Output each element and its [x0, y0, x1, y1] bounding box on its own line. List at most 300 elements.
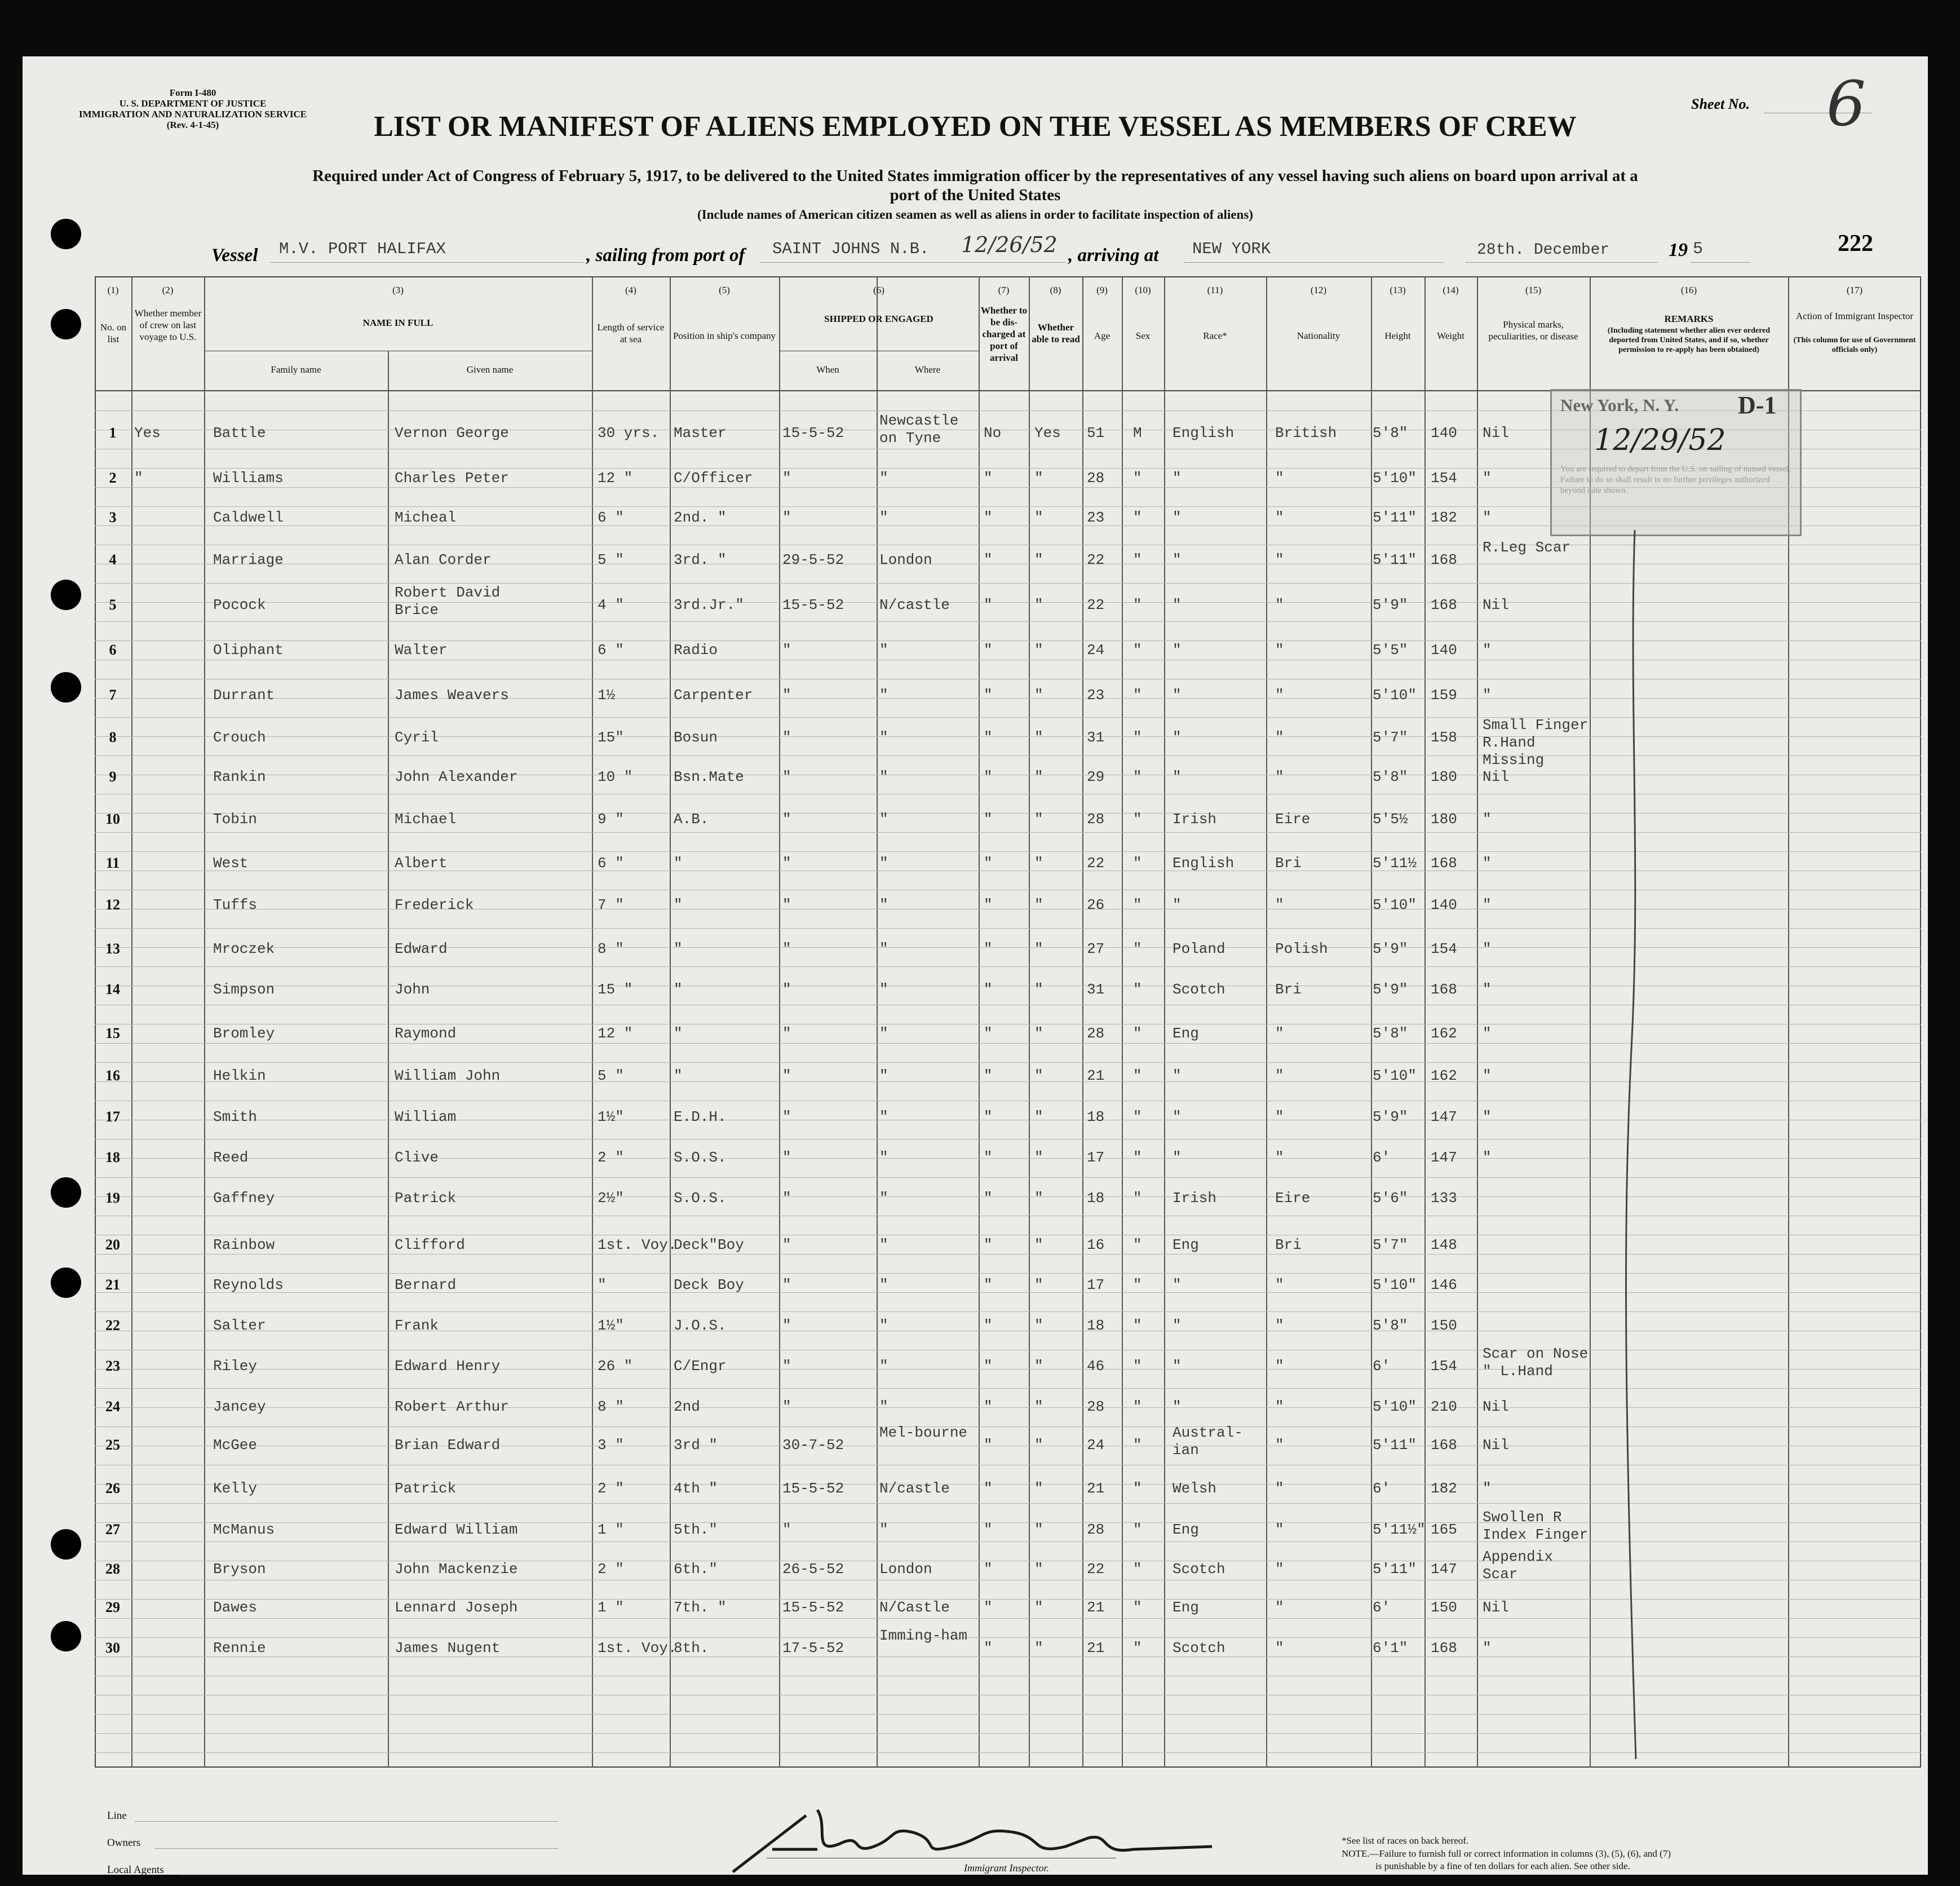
punch-hole [51, 1267, 81, 1298]
row-number: 28 [105, 1561, 120, 1577]
remarks-pen-line [1601, 530, 1669, 1759]
height-cell: 5'5" [1373, 642, 1408, 659]
shipped-when-cell: " [782, 981, 791, 998]
sex-cell: " [1133, 896, 1142, 913]
shipped-when-cell: 15-5-52 [782, 1599, 844, 1616]
nationality-cell: Bri [1275, 1236, 1302, 1253]
given-name-cell: John Mackenzie [395, 1561, 518, 1578]
position-cell: " [674, 1025, 683, 1042]
family-name-cell: Tuffs [213, 896, 258, 913]
weight-cell: 162 [1431, 1067, 1457, 1084]
row-number: 22 [105, 1317, 120, 1333]
stamp-date-handwritten: 12/29/52 [1594, 423, 1726, 457]
row-number: 1 [109, 425, 117, 441]
given-name-cell: Frank [395, 1317, 439, 1334]
nationality-cell: " [1275, 1067, 1284, 1084]
header-discharged: Whether to be dis-charged at port of arrival [980, 305, 1028, 363]
able-read-cell: " [1034, 597, 1043, 613]
able-read-cell: " [1034, 1561, 1043, 1578]
shipped-when-cell: " [782, 768, 791, 785]
weight-cell: 168 [1431, 855, 1457, 872]
position-cell: 5th." [674, 1521, 718, 1538]
physical-marks-cell: " [1483, 896, 1492, 913]
nationality-cell: " [1275, 509, 1284, 526]
service-cell: 2½" [598, 1190, 624, 1207]
shipped-when-cell: 29-5-52 [782, 551, 844, 568]
position-cell: S.O.S. [674, 1149, 727, 1166]
col-num: (16) [1680, 285, 1697, 295]
shipped-when-cell: " [782, 1190, 791, 1207]
col-rule [1082, 276, 1083, 1768]
arrival-underline [1184, 262, 1443, 263]
given-name-cell: John [395, 981, 430, 998]
race-cell: " [1173, 1149, 1182, 1166]
col-rule [1164, 276, 1165, 1768]
position-cell: " [674, 1067, 683, 1084]
position-cell: S.O.S. [674, 1190, 727, 1207]
height-cell: 5'10" [1373, 1277, 1417, 1293]
sex-cell: " [1133, 509, 1142, 526]
height-cell: 5'8" [1373, 1317, 1408, 1334]
physical-marks-cell: Nil [1483, 1437, 1509, 1454]
discharge-cell: " [984, 1640, 993, 1657]
col-num: (5) [719, 285, 730, 295]
age-cell: 46 [1087, 1358, 1105, 1375]
service-cell: 6 " [598, 509, 624, 526]
physical-marks-cell: Swollen R Index Finger [1483, 1509, 1589, 1543]
shipped-where-cell: " [879, 1149, 888, 1166]
col-rule [592, 276, 593, 1768]
weight-cell: 162 [1431, 1025, 1457, 1042]
age-cell: 51 [1087, 425, 1105, 441]
shipped-when-cell: " [782, 1317, 791, 1334]
weight-cell: 182 [1431, 509, 1457, 526]
form-number: Form I-480 [169, 87, 216, 98]
row-number: 17 [105, 1108, 120, 1125]
immigration-stamp [1550, 389, 1802, 536]
header-physical: Physical marks, peculiarities, or disease [1488, 319, 1578, 342]
row-number: 13 [105, 940, 120, 957]
family-name-cell: Riley [213, 1358, 258, 1375]
shipped-where-cell: " [879, 509, 888, 526]
race-cell: Poland [1173, 940, 1225, 957]
position-cell: 4th " [674, 1480, 718, 1497]
service-cell: 2 " [598, 1561, 624, 1578]
height-cell: 5'9" [1373, 1108, 1408, 1125]
shipped-where-cell: " [879, 687, 888, 704]
service-cell: 1½" [598, 1108, 624, 1125]
shipped-when-cell: " [782, 1067, 791, 1084]
shipped-where-cell: " [879, 1108, 888, 1125]
weight-cell: 154 [1431, 1358, 1457, 1375]
height-cell: 5'11½ [1373, 855, 1417, 872]
discharge-cell: No [984, 425, 1002, 441]
physical-marks-cell: Appendix Scar [1483, 1548, 1553, 1583]
able-read-cell: " [1034, 1190, 1043, 1207]
col-rule [1122, 276, 1123, 1768]
weight-cell: 180 [1431, 768, 1457, 785]
given-name-cell: Edward [395, 940, 448, 957]
nationality-cell: " [1275, 1437, 1284, 1454]
nationality-cell: " [1275, 1480, 1284, 1497]
shipped-where-cell: " [879, 1190, 888, 1207]
service-cell: 4 " [598, 597, 624, 613]
discharge-cell: " [984, 855, 993, 872]
physical-marks-cell: Scar on Nose " L.Hand [1483, 1345, 1589, 1380]
col-num: (9) [1096, 285, 1108, 295]
given-name-cell: Clive [395, 1149, 439, 1166]
able-read-cell: " [1034, 1277, 1043, 1293]
punch-hole [51, 309, 81, 339]
punch-hole [51, 219, 81, 249]
arrival-port: NEW YORK [1192, 240, 1271, 258]
race-cell: " [1173, 687, 1182, 704]
family-name-cell: Tobin [213, 811, 258, 828]
sex-cell: " [1133, 1108, 1142, 1125]
age-cell: 28 [1087, 1398, 1105, 1415]
row-number: 24 [105, 1398, 120, 1415]
discharge-cell: " [984, 1025, 993, 1042]
age-cell: 31 [1087, 729, 1105, 746]
sex-cell: " [1133, 687, 1142, 704]
race-note: *See list of races on back hereof. [1342, 1835, 1469, 1846]
race-cell: " [1173, 551, 1182, 568]
height-cell: 5'8" [1373, 768, 1408, 785]
service-cell: 2 " [598, 1149, 624, 1166]
physical-marks-cell: Nil [1483, 1599, 1509, 1616]
sex-cell: " [1133, 855, 1142, 872]
service-cell: 26 " [598, 1358, 633, 1375]
service-cell: 12 " [598, 470, 633, 487]
height-cell: 5'10" [1373, 470, 1417, 487]
manifest-title: LIST OR MANIFEST OF ALIENS EMPLOYED ON THE VESSEL AS MEMBERS OF CREW [374, 111, 1577, 143]
family-name-cell: Oliphant [213, 642, 284, 659]
row-number: 10 [105, 811, 120, 827]
col-num: (3) [392, 285, 404, 295]
shipped-when-cell: " [782, 1277, 791, 1293]
row-number: 27 [105, 1521, 120, 1538]
discharge-cell: " [984, 896, 993, 913]
weight-cell: 168 [1431, 981, 1457, 998]
age-cell: 23 [1087, 509, 1105, 526]
col-num: (13) [1390, 285, 1406, 295]
header-nationality: Nationality [1297, 330, 1340, 341]
family-name-cell: Crouch [213, 729, 266, 746]
height-cell: 6' [1373, 1358, 1391, 1375]
nationality-cell: Bri [1275, 855, 1302, 872]
shipped-where-cell: " [879, 768, 888, 785]
prev-voyage-cell: " [134, 470, 143, 487]
weight-cell: 133 [1431, 1190, 1457, 1207]
height-cell: 5'9" [1373, 981, 1408, 998]
shipped-when-cell: " [782, 729, 791, 746]
position-cell: Bosun [674, 729, 718, 746]
note-line-1: NOTE.—Failure to furnish full or correct information in columns (3), (5), (6), and (7) [1342, 1848, 1671, 1859]
discharge-cell: " [984, 1149, 993, 1166]
race-cell: " [1173, 597, 1182, 613]
shipped-when-cell: " [782, 1236, 791, 1253]
able-read-cell: " [1034, 1437, 1043, 1454]
given-name-cell: Clifford [395, 1236, 465, 1253]
physical-marks-cell: " [1483, 642, 1492, 659]
race-cell: " [1173, 1067, 1182, 1084]
subtitle-line-3: (Include names of American citizen seamen as well as aliens in order to facilitate inspection of aliens) [697, 207, 1253, 222]
physical-marks-cell: Nil [1483, 768, 1509, 785]
position-cell: 8th. [674, 1640, 709, 1657]
shipped-when-cell: " [782, 687, 791, 704]
col-rule [1266, 276, 1267, 1768]
physical-marks-cell: Nil [1483, 1398, 1509, 1415]
family-name-cell: Caldwell [213, 509, 284, 526]
header-whether-member: Whether member of crew on last voyage to U.S. [134, 308, 202, 342]
position-cell: 3rd. " [674, 551, 727, 568]
shipped-where-cell: " [879, 1521, 888, 1538]
line-underline [135, 1821, 558, 1822]
shipped-where-cell: N/castle [879, 597, 950, 613]
prev-voyage-cell: Yes [134, 425, 161, 441]
weight-cell: 140 [1431, 425, 1457, 441]
nationality-cell: " [1275, 687, 1284, 704]
position-cell: " [674, 896, 683, 913]
sex-cell: " [1133, 642, 1142, 659]
header-when: When [816, 364, 839, 375]
shipped-when-cell: " [782, 811, 791, 828]
sex-cell: " [1133, 1236, 1142, 1253]
nationality-cell: " [1275, 1521, 1284, 1538]
col-num: (2) [162, 285, 174, 295]
agents-underline [180, 1875, 558, 1876]
row-number: 21 [105, 1277, 120, 1293]
weight-cell: 168 [1431, 597, 1457, 613]
given-name-cell: James Weavers [395, 687, 509, 704]
given-name-cell: William [395, 1108, 457, 1125]
revision: (Rev. 4-1-45) [166, 120, 219, 130]
family-name-cell: Salter [213, 1317, 266, 1334]
age-cell: 18 [1087, 1190, 1105, 1207]
header-race: Race* [1203, 330, 1227, 341]
shipped-when-cell: " [782, 1149, 791, 1166]
service-cell: 1½ [598, 687, 616, 704]
given-name-cell: Edward William [395, 1521, 518, 1538]
position-cell: Radio [674, 642, 718, 659]
age-cell: 18 [1087, 1317, 1105, 1334]
service-cell: 12 " [598, 1025, 633, 1042]
row-number: 14 [105, 981, 120, 997]
family-name-cell: Jancey [213, 1398, 266, 1415]
able-read-cell: " [1034, 768, 1043, 785]
able-read-cell: " [1034, 1108, 1043, 1125]
height-cell: 5'5½ [1373, 811, 1408, 828]
family-name-cell: Reed [213, 1149, 249, 1166]
family-name-cell: Smith [213, 1108, 258, 1125]
age-cell: 23 [1087, 687, 1105, 704]
discharge-cell: " [984, 1480, 993, 1497]
shipped-where-cell: " [879, 1025, 888, 1042]
able-read-cell: " [1034, 981, 1043, 998]
family-name-cell: Gaffney [213, 1190, 275, 1207]
stamp-code: D-1 [1738, 391, 1777, 419]
race-cell: " [1173, 1317, 1182, 1334]
physical-marks-cell: " [1483, 1149, 1492, 1166]
age-cell: 17 [1087, 1277, 1105, 1293]
shipped-when-cell: 15-5-52 [782, 1480, 844, 1497]
height-cell: 5'10" [1373, 687, 1417, 704]
col-num: (10) [1135, 285, 1151, 295]
physical-marks-cell: Nil [1483, 597, 1509, 613]
col-rule [877, 276, 878, 1768]
able-read-cell: " [1034, 687, 1043, 704]
age-cell: 29 [1087, 768, 1105, 785]
col-num: (11) [1207, 285, 1223, 295]
service-cell: 8 " [598, 940, 624, 957]
nationality-cell: " [1275, 1640, 1284, 1657]
nationality-cell: " [1275, 729, 1284, 746]
nationality-cell: " [1275, 1398, 1284, 1415]
stamp-text: You are required to depart from the U.S. on sailing of named vessel. Failure to do so shall result in no further privileges authorized beyond date shown. [1560, 465, 1791, 495]
sex-cell: " [1133, 1067, 1142, 1084]
physical-marks-cell: " [1483, 1067, 1492, 1084]
physical-marks-cell: R.Leg Scar [1483, 539, 1571, 556]
col-rule [131, 276, 132, 1768]
family-name-cell: Mroczek [213, 940, 275, 957]
discharge-cell: " [984, 1108, 993, 1125]
weight-cell: 150 [1431, 1599, 1457, 1616]
physical-marks-cell: " [1483, 1025, 1492, 1042]
nationality-cell: Eire [1275, 811, 1311, 828]
header-height: Height [1384, 330, 1411, 341]
service-cell: 5 " [598, 551, 624, 568]
age-cell: 17 [1087, 1149, 1105, 1166]
age-cell: 31 [1087, 981, 1105, 998]
given-name-cell: Brian Edward [395, 1437, 501, 1454]
sailing-date-handwritten: 12/26/52 [961, 232, 1058, 257]
able-read-cell: " [1034, 1521, 1043, 1538]
weight-cell: 182 [1431, 1480, 1457, 1497]
nationality-cell: " [1275, 1025, 1284, 1042]
row-number: 7 [109, 687, 117, 703]
position-cell: C/Officer [674, 470, 753, 487]
sex-cell: M [1133, 425, 1142, 441]
position-cell: Deck"Boy [674, 1236, 744, 1253]
height-cell: 6' [1373, 1480, 1391, 1497]
family-name-cell: Pocock [213, 597, 266, 613]
service-cell: 15" [598, 729, 624, 746]
sex-cell: " [1133, 1599, 1142, 1616]
sex-cell: " [1133, 551, 1142, 568]
shipped-when-cell: " [782, 509, 791, 526]
nationality-cell: " [1275, 597, 1284, 613]
race-cell: Irish [1173, 811, 1217, 828]
service-cell: 1st. Voy. [598, 1640, 677, 1657]
shipped-when-cell: 15-5-52 [782, 425, 844, 441]
weight-cell: 158 [1431, 729, 1457, 746]
arriving-label: , arriving at [1068, 245, 1159, 266]
col-rule [1477, 276, 1478, 1768]
shipped-where-cell: " [879, 1067, 888, 1084]
sex-cell: " [1133, 981, 1142, 998]
shipped-where-cell: N/Castle [879, 1599, 950, 1616]
weight-cell: 168 [1431, 1640, 1457, 1657]
col-rule [779, 276, 780, 1768]
discharge-cell: " [984, 1358, 993, 1375]
race-cell: Eng [1173, 1025, 1199, 1042]
sex-cell: " [1133, 1437, 1142, 1454]
able-read-cell: " [1034, 1398, 1043, 1415]
weight-cell: 180 [1431, 811, 1457, 828]
family-name-cell: Reynolds [213, 1277, 284, 1293]
discharge-cell: " [984, 597, 993, 613]
page-number: 222 [1838, 231, 1873, 257]
shipped-where-cell: Newcastle on Tyne [879, 412, 959, 447]
shipped-where-cell: " [879, 981, 888, 998]
weight-cell: 147 [1431, 1149, 1457, 1166]
family-name-cell: Durrant [213, 687, 275, 704]
row-number: 6 [109, 642, 117, 658]
sailing-label: , sailing from port of [586, 245, 745, 266]
family-name-cell: Simpson [213, 981, 275, 998]
given-name-cell: Patrick [395, 1480, 457, 1497]
shipped-when-cell: " [782, 1398, 791, 1415]
shipped-when-cell: " [782, 1358, 791, 1375]
col-num: (8) [1050, 285, 1061, 295]
sailing-port: SAINT JOHNS N.B. [772, 240, 930, 258]
able-read-cell: " [1034, 1640, 1043, 1657]
sex-cell: " [1133, 1358, 1142, 1375]
race-cell: " [1173, 768, 1182, 785]
shipped-where-cell: " [879, 729, 888, 746]
punch-hole [51, 1621, 81, 1651]
sex-cell: " [1133, 1190, 1142, 1207]
header-age: Age [1094, 330, 1110, 341]
given-name-cell: Robert David Brice [395, 584, 501, 619]
vessel-underline [271, 262, 583, 263]
nationality-cell: Polish [1275, 940, 1328, 957]
discharge-cell: " [984, 1190, 993, 1207]
service-cell: 8 " [598, 1398, 624, 1415]
nationality-cell: " [1275, 768, 1284, 785]
family-name-cell: Marriage [213, 551, 284, 568]
header-sex: Sex [1135, 330, 1151, 341]
shipped-where-cell: " [879, 896, 888, 913]
year-suffix: 5 [1693, 240, 1704, 259]
weight-cell: 159 [1431, 687, 1457, 704]
height-cell: 5'11" [1373, 551, 1417, 568]
age-cell: 21 [1087, 1640, 1105, 1657]
row-number: 20 [105, 1236, 120, 1253]
sex-cell: " [1133, 940, 1142, 957]
row-number: 12 [105, 896, 120, 913]
header-remarks-note: (Including statement whether alien ever ordered deported from United States, and if so, whether permission to re-apply has been obtained) [1607, 326, 1771, 354]
height-cell: 5'11" [1373, 1437, 1417, 1454]
race-cell: Scotch [1173, 1561, 1225, 1578]
shipped-where-cell: " [879, 642, 888, 659]
physical-marks-cell: Nil [1483, 425, 1509, 441]
header-action: Action of Immigrant Inspector [1795, 311, 1914, 321]
shipped-where-cell: " [879, 1317, 888, 1334]
vessel-name: M.V. PORT HALIFAX [279, 240, 446, 258]
age-cell: 21 [1087, 1480, 1105, 1497]
able-read-cell: " [1034, 811, 1043, 828]
race-cell: Eng [1173, 1236, 1199, 1253]
able-read-cell: " [1034, 642, 1043, 659]
age-cell: 22 [1087, 597, 1105, 613]
race-cell: Irish [1173, 1190, 1217, 1207]
service-cell: 5 " [598, 1067, 624, 1084]
height-cell: 6'1" [1373, 1640, 1408, 1657]
nationality-cell: " [1275, 642, 1284, 659]
col-num: (15) [1525, 285, 1542, 295]
height-cell: 6' [1373, 1149, 1391, 1166]
